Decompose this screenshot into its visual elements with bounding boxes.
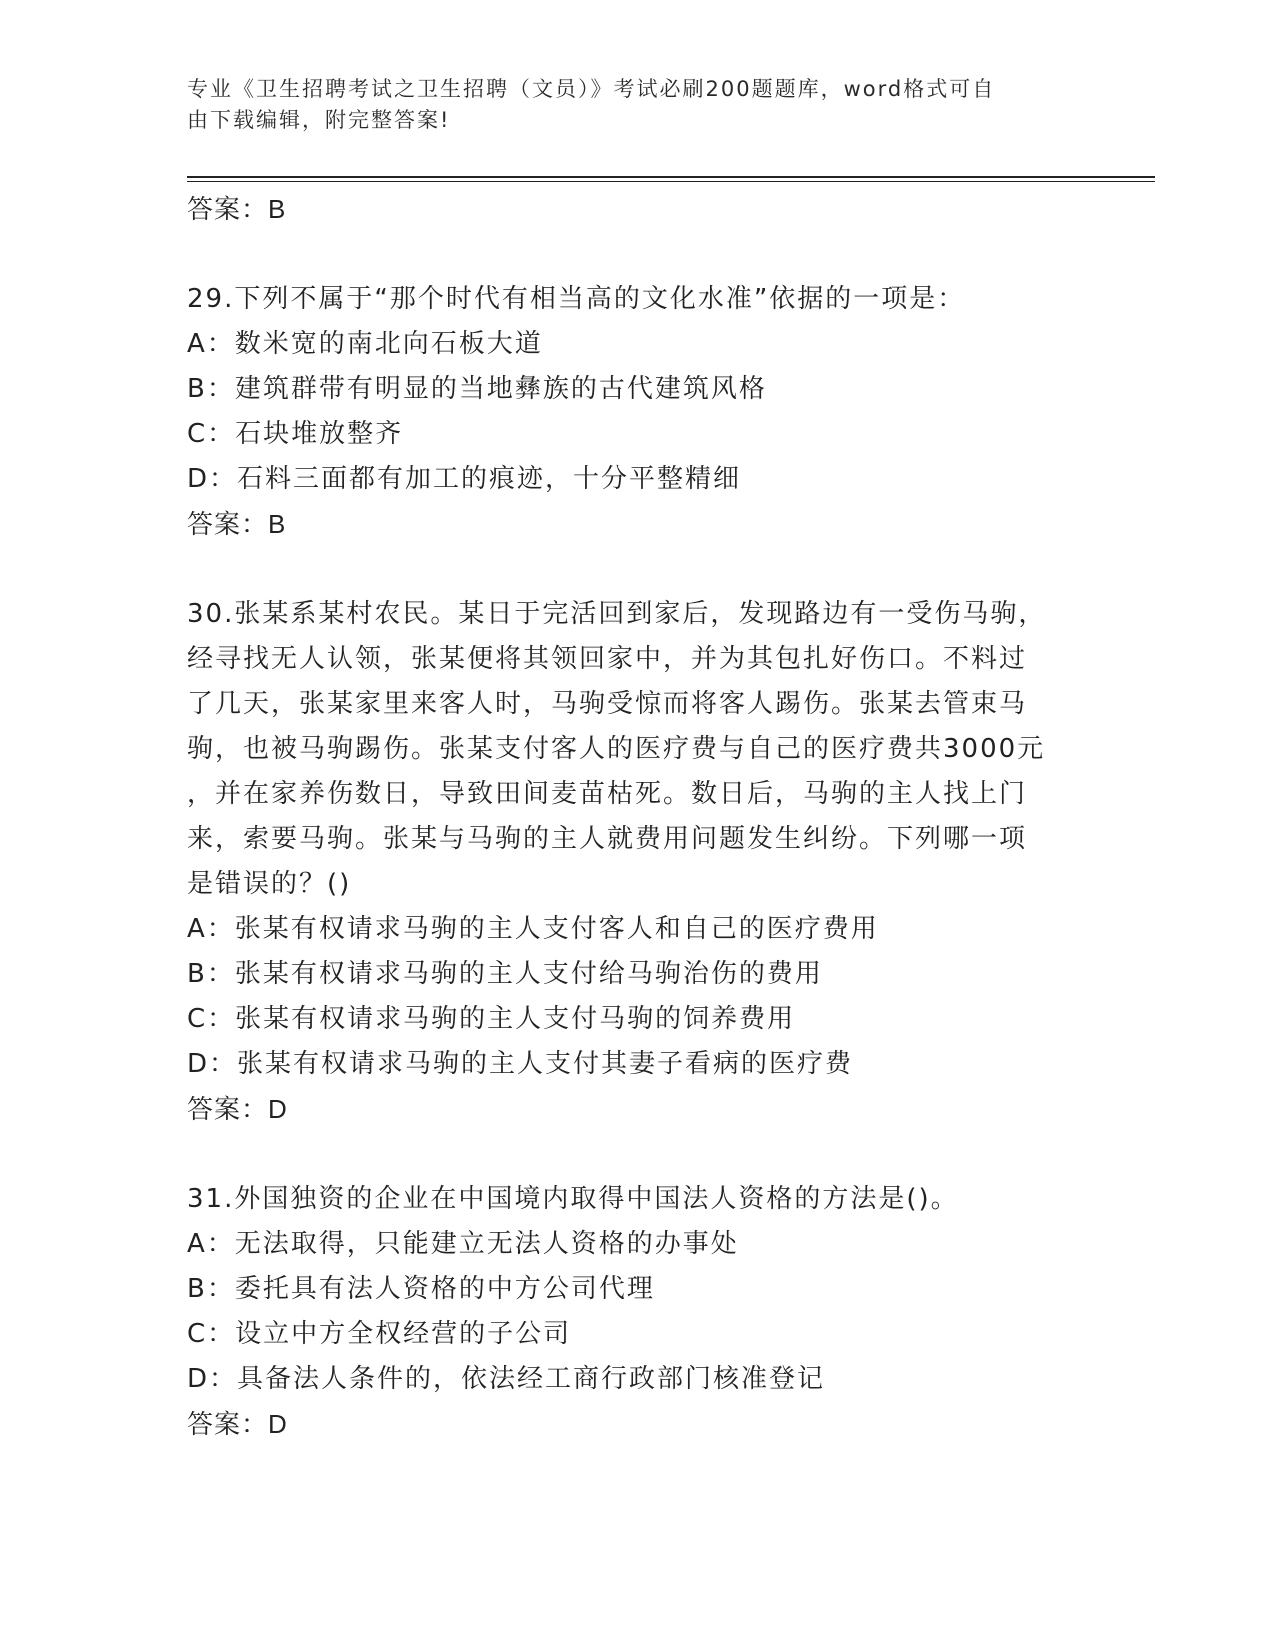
question-29: [187, 277, 1077, 547]
question-stem: 29.下列不属于“那个时代有相当高的文化水准”依据的一项是：: [187, 284, 966, 314]
question-stem: 31.外国独资的企业在中国境内取得中国法人资格的方法是()。: [187, 1184, 959, 1214]
spacer: [187, 547, 1077, 592]
question-stem-line: 是错误的？(): [187, 869, 352, 899]
option-a: A：张某有权请求马驹的主人支付客人和自己的医疗费用: [187, 914, 879, 944]
option-a: A：数米宽的南北向石板大道: [187, 329, 543, 359]
answer: 答案：D: [187, 1409, 288, 1439]
page-header: [187, 74, 1067, 136]
header-rule-thin: [187, 181, 1155, 182]
header-rule-thick: [187, 176, 1155, 178]
answer-previous: 答案：B: [187, 194, 287, 224]
option-c: C：石块堆放整齐: [187, 419, 404, 449]
question-stem-line: 了几天，张某家里来客人时，马驹受惊而将客人踢伤。张某去管束马: [187, 689, 1028, 719]
question-stem-line: 30.张某系某村农民。某日于完活回到家后，发现路边有一受伤马驹，: [187, 599, 1047, 629]
header-line-2: 由下载编辑，附完整答案!: [187, 108, 451, 132]
option-d: D：张某有权请求马驹的主人支付其妻子看病的医疗费: [187, 1049, 854, 1079]
option-b: B：张某有权请求马驹的主人支付给马驹治伤的费用: [187, 959, 823, 989]
option-b: B：委托具有法人资格的中方公司代理: [187, 1274, 655, 1304]
spacer: [187, 1132, 1077, 1177]
question-stem-line: ，并在家养伤数日，导致田间麦苗枯死。数日后，马驹的主人找上门: [187, 779, 1028, 809]
question-list: [187, 187, 1077, 1447]
option-a: A：无法取得，只能建立无法人资格的办事处: [187, 1229, 739, 1259]
question-stem-line: 驹，也被马驹踢伤。张某支付客人的医疗费与自己的医疗费共3000元: [187, 734, 1046, 764]
question-30: [187, 592, 1077, 1132]
question-stem-line: 经寻找无人认领，张某便将其领回家中，并为其包扎好伤口。不料过: [187, 644, 1028, 674]
option-d: D：具备法人条件的，依法经工商行政部门核准登记: [187, 1364, 826, 1394]
question-stem-line: 来，索要马驹。张某与马驹的主人就费用问题发生纠纷。下列哪一项: [187, 824, 1028, 854]
option-c: C：设立中方全权经营的子公司: [187, 1319, 572, 1349]
answer: 答案：D: [187, 1094, 288, 1124]
spacer: [187, 232, 1077, 277]
answer: 答案：B: [187, 509, 287, 539]
option-d: D：石料三面都有加工的痕迹，十分平整精细: [187, 464, 742, 494]
header-line-1: 专业《卫生招聘考试之卫生招聘（文员）》考试必刷200题题库，word格式可自: [187, 77, 996, 101]
question-31: [187, 1177, 1077, 1447]
option-c: C：张某有权请求马驹的主人支付马驹的饲养费用: [187, 1004, 796, 1034]
option-b: B：建筑群带有明显的当地彝族的古代建筑风格: [187, 374, 767, 404]
